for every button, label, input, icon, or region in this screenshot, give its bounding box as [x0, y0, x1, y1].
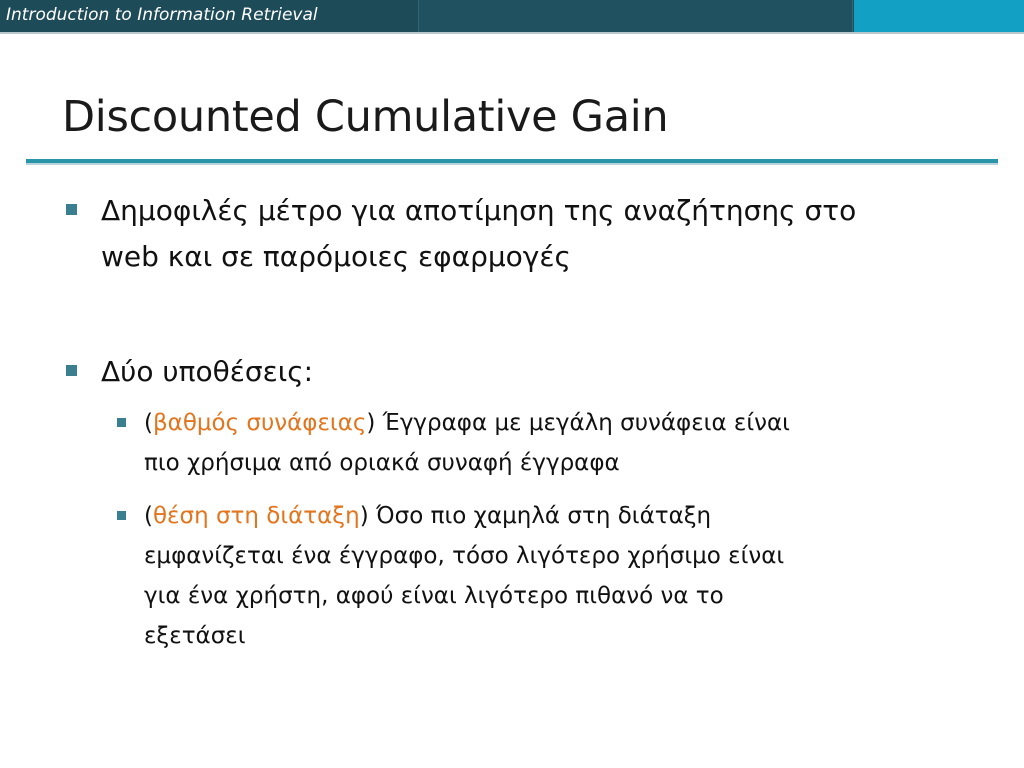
sub-bullet-line: [144, 496, 954, 536]
sub-bullet-item: [144, 403, 954, 483]
header-underline: [0, 32, 1024, 34]
slide-title: Discounted Cumulative Gain: [62, 92, 669, 142]
bullet-text: web και σε παρόμοιες εφαρμογές: [101, 240, 571, 273]
sub-bullet-item: [144, 496, 954, 656]
sub-bullet-marker: [117, 511, 126, 520]
bullet-text: Δύο υποθέσεις:: [101, 355, 314, 388]
sub-bullet-line: [144, 403, 954, 443]
sub-bullet-line: εμφανίζεται ένα έγγραφο, τόσο λιγότερο χρήσιμο είναι: [144, 543, 785, 569]
bullet-marker: [66, 365, 77, 376]
term-highlight: θέση στη διάταξη: [152, 503, 360, 529]
header-divider: [852, 0, 853, 32]
sub-bullet-line: πιο χρήσιμα από οριακά συναφή έγγραφα: [144, 450, 620, 476]
paren-close: ): [366, 410, 376, 436]
bullet-item: [101, 188, 981, 280]
header-segment-right: [854, 0, 1024, 32]
header-divider: [418, 0, 419, 32]
header-segment-middle: [419, 0, 852, 32]
paren-open: (: [144, 410, 153, 436]
sub-bullet-line: για ένα χρήστη, αφού είναι λιγότερο πιθανό να το: [144, 583, 724, 609]
title-rule-shadow: [26, 163, 998, 165]
header-bar: [0, 0, 1024, 32]
sub-bullet-line: εξετάσει: [144, 623, 246, 649]
course-title: Introduction to Information Retrieval: [6, 5, 318, 25]
bullet-item: [101, 349, 981, 395]
bullet-marker: [66, 204, 77, 215]
sub-bullet-text: Όσο πιο χαμηλά στη διάταξη: [368, 503, 712, 529]
bullet-text: Δημοφιλές μέτρο για αποτίμηση της αναζήτησης στο: [101, 194, 857, 227]
term-highlight: βαθμός συνάφειας: [152, 410, 367, 436]
paren-close: ): [359, 503, 369, 529]
paren-open: (: [144, 503, 153, 529]
sub-bullet-marker: [117, 418, 126, 427]
sub-bullet-text: Έγγραφα με μεγάλη συνάφεια είναι: [375, 410, 790, 436]
